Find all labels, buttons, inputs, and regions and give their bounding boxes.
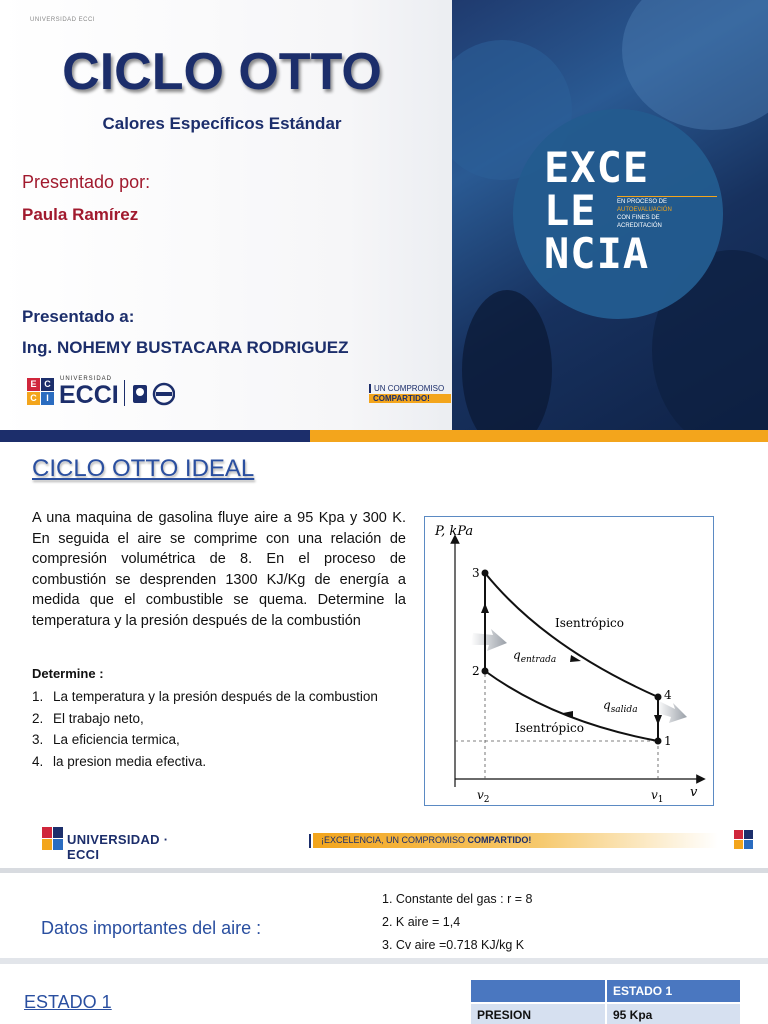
presented-to-name: Ing. NOHEMY BUSTACARA RODRIGUEZ: [22, 338, 349, 357]
presented-by-label: Presentado por:: [22, 172, 151, 192]
estado-title: ESTADO 1: [24, 992, 112, 1012]
ecci-separator: [124, 380, 125, 406]
footer-ecci-logo: [42, 827, 202, 862]
cube-i: I: [41, 392, 54, 405]
footer-logo-text: UNIVERSIDAD · ECCI: [67, 832, 169, 862]
section-title: CICLO OTTO IDEAL: [32, 455, 255, 482]
list-text: La eficiencia termica,: [53, 732, 180, 747]
photo-shape: [462, 290, 552, 430]
excelencia-line: LE: [544, 186, 597, 235]
fact-item: 3. Cv aire =0.718 KJ/kg K: [382, 938, 525, 952]
presented-to-label: Presentado a:: [22, 307, 135, 326]
cube-c2: C: [27, 392, 40, 405]
table-row: [471, 1003, 741, 1024]
ecci-univ-label: UNIVERSIDAD: [60, 376, 113, 382]
table-cell: PRESION: [471, 1003, 606, 1024]
ecci-cubes-icon: [27, 378, 57, 408]
list-number: 2.: [32, 710, 44, 726]
fact-item: 2. K aire = 1,4: [382, 915, 461, 929]
table-header-cell: ESTADO 1: [606, 980, 741, 1003]
fact-item: 1. Constante del gas : r = 8: [382, 892, 533, 906]
question-list: [32, 686, 392, 772]
q-in-arrow-icon: [471, 629, 507, 651]
problem-statement: A una maquina de gasolina fluye aire a 95 Kpa y 300 K. En seguida el aire se comprime con una relación de compresión volumétrica de 8. En el proceso de combustión se desprenden 1300 KJ/Kg de energía a medida que el combustible se quema. Determine la temperatura y la presión después de la combustión: [32, 510, 406, 629]
v-axis-label: v: [690, 785, 698, 800]
slide-gap: [0, 958, 768, 964]
excelencia-line: EXCE: [544, 143, 650, 192]
excelencia-caption: [617, 196, 717, 230]
list-item: [32, 708, 392, 730]
p-axis-label: P, kPa: [435, 524, 474, 539]
compromiso-line1: UN COMPROMISO: [369, 384, 451, 393]
list-number: 3.: [32, 732, 44, 747]
excelencia-caption-line: AUTOEVALUACIÓN: [617, 207, 672, 213]
list-text: El trabajo neto,: [53, 710, 144, 726]
table-cell: 95 Kpa: [606, 1003, 741, 1024]
cube-c1: C: [41, 378, 54, 391]
ecci-wordmark: ECCI: [59, 381, 119, 409]
air-data-title: Datos importantes del aire :: [41, 918, 262, 938]
photo-shape: [622, 0, 768, 130]
point-label-4: 4: [664, 688, 672, 702]
v1-label: $v_1$: [651, 788, 664, 805]
state-table: [471, 980, 742, 1024]
list-number: 1.: [32, 689, 44, 704]
state-point-1: [655, 738, 662, 745]
divider-gold: [310, 430, 768, 442]
air-data-list: [382, 888, 532, 957]
list-text: la presion media efectiva.: [53, 753, 207, 769]
excelencia-caption-line: ACREDITACIÓN: [617, 223, 662, 229]
compromiso-line2: COMPARTIDO!: [369, 394, 451, 403]
q-out-label: $q_{salida}$: [603, 698, 638, 715]
slide-title: CICLO OTTO: [62, 43, 382, 101]
ecci-logo: [27, 376, 187, 410]
table-header-cell: [471, 980, 606, 1003]
footer-banner-text: ¡EXCELENCIA, UN COMPROMISO: [321, 835, 468, 845]
list-item: [32, 686, 392, 708]
pv-diagram: [424, 516, 714, 806]
state-point-3: [482, 570, 489, 577]
q-out-arrow-icon: [657, 701, 687, 723]
excelencia-line: NCIA: [544, 229, 650, 278]
isentropic-top-label: Isentrópico: [555, 616, 624, 630]
point-label-1: 1: [664, 734, 672, 748]
footer-banner: [313, 833, 718, 848]
point-label-2: 2: [472, 664, 480, 678]
list-item: [32, 729, 392, 751]
excelencia-caption-line: CON FINES DE: [617, 215, 660, 221]
top-logo-text: UNIVERSIDAD ECCI: [30, 17, 96, 23]
table-header-row: [471, 980, 741, 1003]
slide-divider: [0, 430, 768, 442]
isentropic-expansion-curve: [485, 573, 658, 697]
compromiso-badge: [369, 384, 451, 403]
ecci-cube-icon: [734, 830, 754, 850]
list-text: La temperatura y la presión después de la combustion: [53, 689, 378, 704]
divider-navy: [0, 430, 310, 442]
state-point-4: [655, 694, 662, 701]
excelencia-caption-line: EN PROCESO DE: [617, 199, 668, 205]
isentropic-bottom-label: Isentrópico: [515, 721, 584, 735]
footer-banner-bold: COMPARTIDO!: [467, 835, 532, 845]
slide-gap: [0, 868, 768, 873]
determine-label: Determine :: [32, 666, 104, 681]
ecci-cubes-icon: [42, 827, 64, 851]
presented-by-name: Paula Ramírez: [22, 205, 139, 224]
q-in-label: $q_{entrada}$: [513, 648, 557, 665]
certification-icon: [131, 382, 175, 406]
list-item: [32, 751, 392, 773]
pv-diagram-svg: [425, 517, 713, 805]
arrow-up-icon: [481, 603, 489, 613]
point-label-3: 3: [472, 566, 480, 580]
v2-label: $v_2$: [477, 788, 490, 805]
list-number: 4.: [32, 753, 44, 769]
state-point-2: [482, 668, 489, 675]
arrow-down-icon: [654, 715, 662, 725]
slide-subtitle: Calores Específicos Estándar: [102, 114, 342, 133]
cube-e: E: [27, 378, 40, 391]
